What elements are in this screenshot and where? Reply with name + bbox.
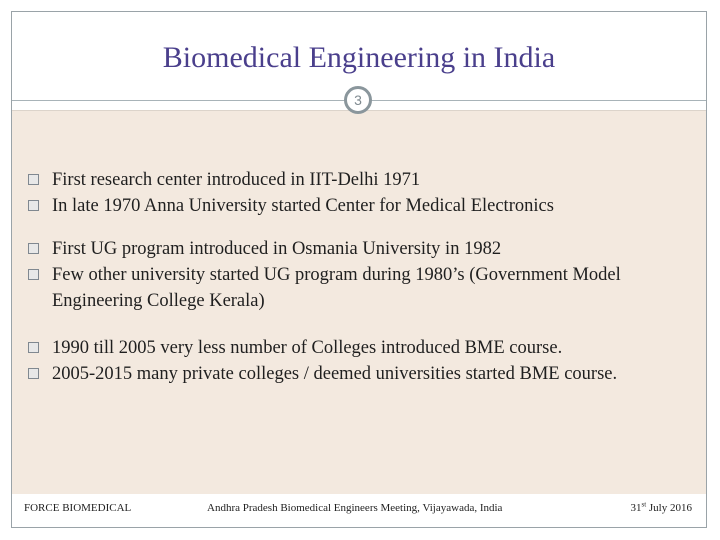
bullet-text: Few other university started UG program during 1980’s (Government Model Engineering College Kerala) — [52, 265, 621, 311]
bullet-text: 2005-2015 many private colleges / deemed universities started BME course. — [52, 364, 618, 384]
bullet-box-icon — [28, 342, 39, 353]
bullet-box-icon — [28, 243, 39, 254]
page-number-badge: 3 — [344, 86, 372, 114]
bullet-list — [28, 167, 688, 387]
bullet-item — [28, 167, 688, 193]
bullet-box-icon — [28, 368, 39, 379]
bullet-box-icon — [28, 200, 39, 211]
bullet-text: In late 1970 Anna University started Center for Medical Electronics — [52, 196, 554, 216]
bullet-item — [28, 236, 688, 262]
slide — [11, 11, 707, 528]
bullet-text: First UG program introduced in Osmania University in 1982 — [52, 239, 502, 259]
footer-date — [630, 502, 692, 514]
footer — [12, 494, 706, 527]
bullet-text: First research center introduced in IIT-Delhi 1971 — [52, 170, 421, 190]
bullet-item — [28, 361, 688, 387]
bullet-item — [28, 335, 688, 361]
bullet-box-icon — [28, 269, 39, 280]
bullet-item — [28, 193, 688, 219]
footer-date-day: 31 — [630, 502, 642, 514]
bullet-text: 1990 till 2005 very less number of Colleges introduced BME course. — [52, 338, 563, 358]
bullet-box-icon — [28, 174, 39, 185]
footer-date-rest: July 2016 — [646, 502, 692, 514]
footer-date-suffix: st — [641, 500, 647, 509]
footer-event: Andhra Pradesh Biomedical Engineers Meeting, Vijayawada, India — [207, 502, 503, 514]
slide-title: Biomedical Engineering in India — [162, 41, 556, 74]
footer-organization: FORCE BIOMEDICAL — [24, 502, 132, 514]
bullet-item — [28, 262, 688, 314]
content-area — [12, 110, 706, 497]
